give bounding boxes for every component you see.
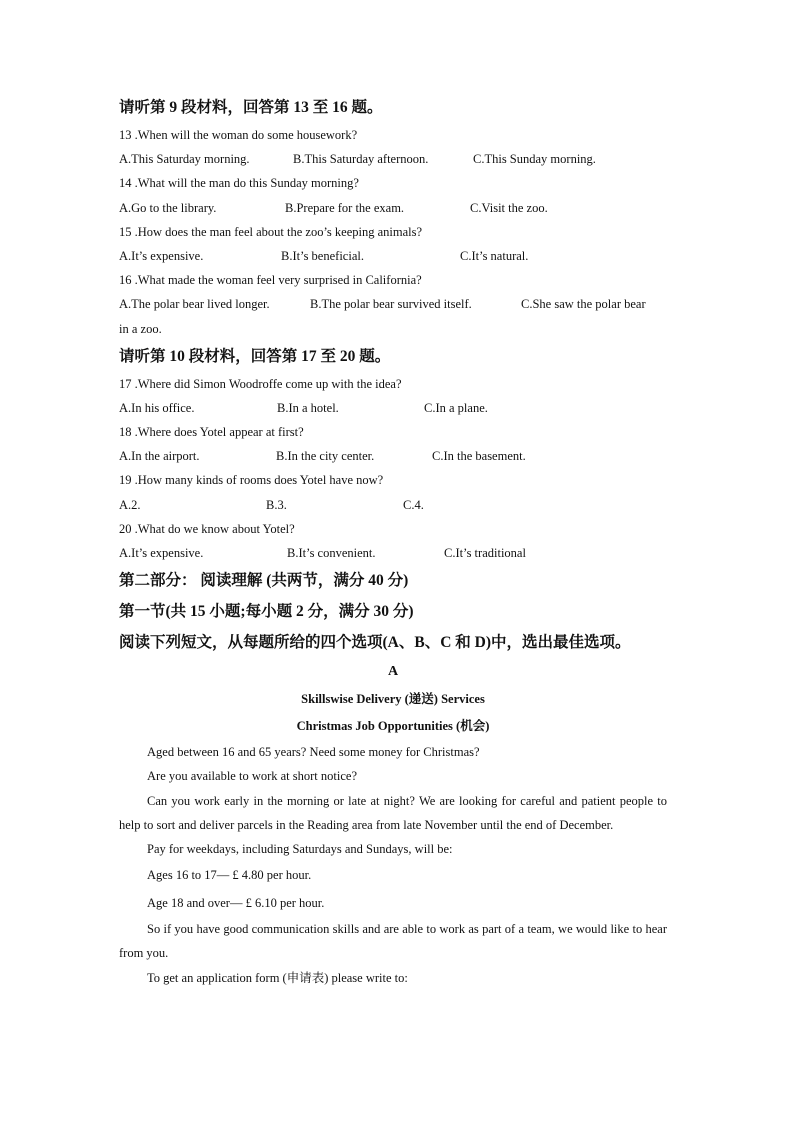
pay-intro: Pay for weekdays, including Saturdays and Sundays, will be: xyxy=(147,841,453,856)
question-13-options xyxy=(119,147,667,171)
option-a: A.2. xyxy=(119,497,141,512)
passage-paragraph-2: So if you have good communication skills and are able to work as part of a team, we would like to hear from you. xyxy=(119,922,667,961)
option-c: C.In a plane. xyxy=(424,400,488,415)
option-a: A.This Saturday morning. xyxy=(119,152,250,167)
option-b: B.In the city center. xyxy=(276,449,375,464)
question-18-stem: 18 .Where does Yotel appear at first? xyxy=(119,425,304,440)
passage-letter: A xyxy=(387,664,399,680)
passage-title: Skillswise Delivery (递送) Services xyxy=(301,692,485,707)
option-c: C.In the basement. xyxy=(432,449,526,464)
pay-young: Ages 16 to 17— £ 4.80 per hour. xyxy=(147,868,312,883)
option-b: B.Prepare for the exam. xyxy=(285,200,405,215)
question-18-options xyxy=(119,444,667,468)
pay-adult: Age 18 and over— £ 6.10 per hour. xyxy=(147,896,325,911)
option-c: C.Visit the zoo. xyxy=(470,200,548,215)
question-19-options xyxy=(119,493,667,517)
part2-instruction: 阅读下列短文，从每题所给的四个选项(A、B、C 和 D)中，选出最佳选项。 xyxy=(119,634,631,652)
option-a: A.It’s expensive. xyxy=(119,248,204,263)
question-16-options xyxy=(119,292,667,316)
option-b: B.It’s beneficial. xyxy=(281,248,364,263)
option-a: A.In the airport. xyxy=(119,449,200,464)
passage-line-age: Aged between 16 and 65 years? Need some money for Christmas? xyxy=(147,745,480,760)
question-16-stem: 16 .What made the woman feel very surprised in California? xyxy=(119,273,422,288)
section10-heading: 请听第 10 段材料，回答第 17 至 20 题。 xyxy=(119,347,391,365)
option-c: C.This Sunday morning. xyxy=(473,152,596,167)
section9-heading: 请听第 9 段材料，回答第 13 至 16 题。 xyxy=(119,99,383,116)
question-17-options xyxy=(119,396,667,420)
option-b: B.In a hotel. xyxy=(277,400,339,415)
application-instruction: To get an application form (申请表) please write to: xyxy=(147,970,408,985)
question-15-options xyxy=(119,244,667,268)
part2-section1-heading: 第一节(共 15 小题;每小题 2 分，满分 30 分) xyxy=(119,603,414,621)
option-b: B.The polar bear survived itself. xyxy=(310,297,472,312)
option-c: C.It’s traditional xyxy=(444,546,526,560)
question-17-stem: 17 .Where did Simon Woodroffe come up with the idea? xyxy=(119,376,402,391)
option-b: B.It’s convenient. xyxy=(287,546,376,560)
question-20-options xyxy=(119,541,667,565)
part2-heading: 第二部分： 阅读理解 (共两节，满分 40 分) xyxy=(119,572,409,590)
passage-paragraph-1: Can you work early in the morning or late at night? We are looking for careful and patient people to help to sort and deliver parcels in the Reading area from late November until the end of December. xyxy=(119,793,667,832)
option-c: C.She saw the polar bear xyxy=(521,297,646,312)
question-20-stem: 20 .What do we know about Yotel? xyxy=(119,521,295,536)
option-c: C.4. xyxy=(403,497,424,512)
option-a: A.Go to the library. xyxy=(119,200,217,215)
option-a: A.In his office. xyxy=(119,400,195,415)
option-a: A.The polar bear lived longer. xyxy=(119,297,270,312)
option-b: B.3. xyxy=(266,497,287,512)
question-14-stem: 14 .What will the man do this Sunday morning? xyxy=(119,176,359,191)
question-14-options xyxy=(119,196,667,220)
option-a: A.It’s expensive. xyxy=(119,546,204,560)
question-15-stem: 15 .How does the man feel about the zoo’s keeping animals? xyxy=(119,224,423,239)
option-b: B.This Saturday afternoon. xyxy=(293,152,429,167)
question-19-stem: 19 .How many kinds of rooms does Yotel have now? xyxy=(119,473,384,488)
option-c: C.It’s natural. xyxy=(460,248,529,263)
question-16-continuation: in a zoo. xyxy=(119,321,162,336)
document-page xyxy=(119,92,667,990)
passage-subtitle: Christmas Job Opportunities (机会) xyxy=(296,719,490,734)
passage-line-available: Are you available to work at short notice? xyxy=(147,769,357,784)
question-13-stem: 13 .When will the woman do some housework? xyxy=(119,128,358,142)
